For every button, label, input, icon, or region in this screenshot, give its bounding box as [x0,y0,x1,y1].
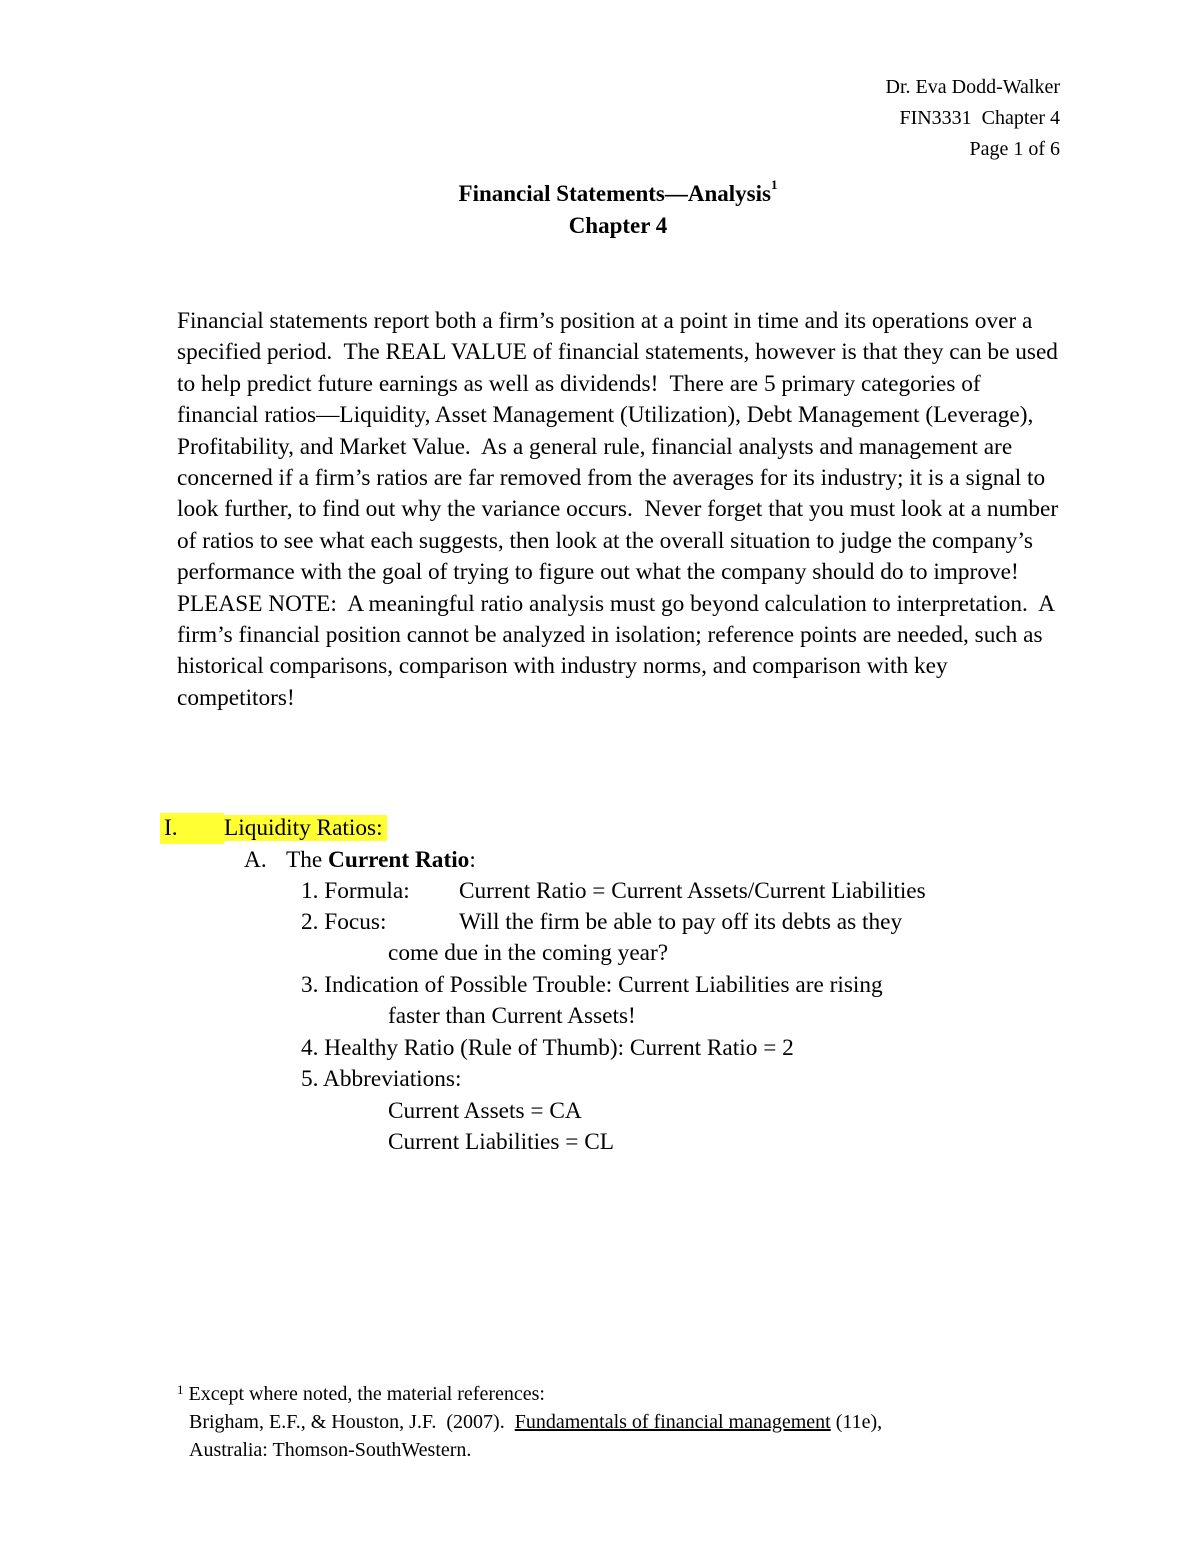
title-footnote-mark: 1 [770,177,778,192]
abbreviation-item: Current Assets = CA [388,1098,582,1124]
chapter-title: Chapter 4 [568,213,668,238]
item-text: Current Ratio = Current Assets/Current Liabilities [459,878,926,904]
footnote-line [177,1408,882,1436]
item-label: 2. Focus: [301,909,387,935]
footnote-intro: Except where noted, the material references: [183,1383,545,1405]
subsection-prefix: The [286,847,329,873]
list-item: 5. Abbreviations: [301,1066,462,1092]
page-number: Page 1 of 6 [969,138,1060,160]
footnote [177,1380,882,1464]
intro-text: Financial statements report both a firm’s position at a point in time and its operations over a specified period. The REAL VALUE of financial statements, however is that they can be used to help predict future earnings as well as dividends! There are 5 primary categories of financial ratios—Liquidity, Asset Management (Utilization), Debt Management (Leverage), Profitability, and Market Value. As a general rule, financial analysts and management are concerned if a firm’s ratios are far removed from the averages for its industry; it is a signal to look further, to find out why the variance occurs. Never forget that you must look at a number of ratios to see what each suggests, then look at the overall situation to judge the company’s performance with the goal of trying to figure out what the company should do to improve! PLEASE NOTE: A meaningful ratio analysis must go beyond calculation to interpretation. A firm’s financial position cannot be analyzed in isolation; reference points are needed, such as historical comparisons, comparison with industry norms, and comparison with key competitors! [177,308,1064,711]
subsection-bold: Current Ratio [328,847,470,873]
citation-authors: Brigham, E.F., & Houston, J.F. (2007). [189,1411,515,1433]
list-item [301,907,902,938]
footnote-mark: 1 [177,1382,184,1397]
author-name: Dr. Eva Dodd-Walker [885,76,1060,98]
subsection-suffix: : [469,847,476,873]
course-chapter: FIN3331 Chapter 4 [899,107,1060,129]
citation-title: Fundamentals of financial management [514,1411,831,1433]
document-title [0,177,1200,207]
citation-publisher: Australia: Thomson-SouthWestern. [189,1439,472,1461]
section-numeral: I. [160,813,224,844]
footnote-line [177,1380,882,1408]
item-label: 1. Formula: [301,878,410,904]
subsection-letter: A. [244,847,267,873]
abbreviation-item: Current Liabilities = CL [388,1129,615,1155]
page-header [886,72,1060,165]
list-item-continuation: faster than Current Assets! [388,1003,636,1029]
list-item: 4. Healthy Ratio (Rule of Thumb): Current Ratio = 2 [301,1035,794,1061]
title-text: Financial Statements—Analysis [458,181,771,206]
section-title: Liquidity Ratios: [224,815,387,841]
section-heading [160,813,387,844]
list-item-continuation: come due in the coming year? [388,940,669,966]
citation-edition: (11e), [830,1411,883,1433]
item-text: Will the firm be able to pay off its debts as they [459,909,903,935]
list-item [301,876,926,907]
subsection-heading [244,845,476,876]
list-item: 3. Indication of Possible Trouble: Current Liabilities are rising [301,972,883,998]
intro-paragraph [177,306,1067,714]
